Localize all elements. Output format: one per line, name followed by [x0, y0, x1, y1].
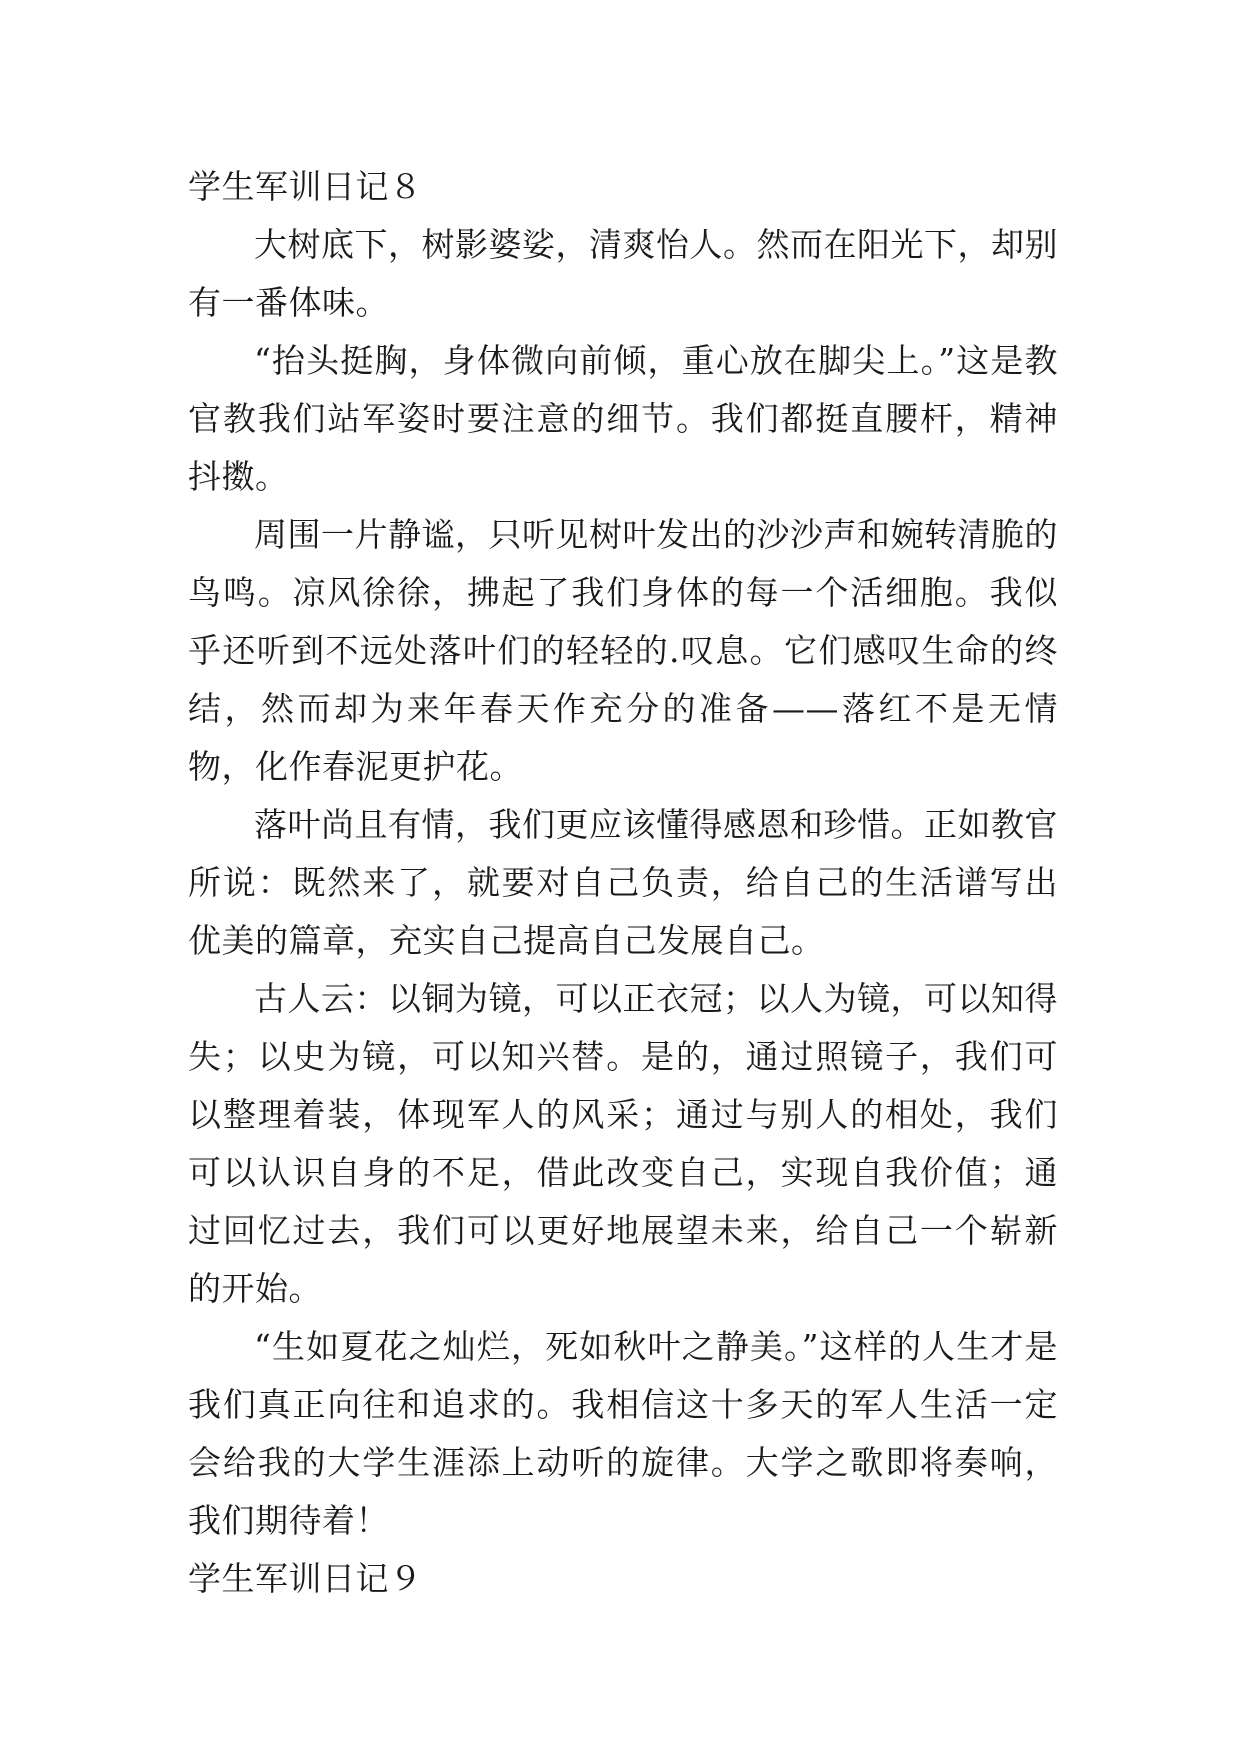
- paragraph-5: 古人云：以铜为镜，可以正衣冠；以人为镜，可以知得失；以史为镜，可以知兴替。是的，通过照镜子，我们可以整理着装，体现军人的风采；通过与别人的相处，我们可以认识自身的不足，借此改变自己，实现自我价值；通过回忆过去，我们可以更好地展望未来，给自己一个崭新的开始。: [188, 979, 1058, 1308]
- diary-heading-9: 学生军训日记９: [188, 1559, 423, 1598]
- paragraph-2: “抬头挺胸，身体微向前倾，重心放在脚尖上。”这是教官教我们站军姿时要注意的细节。我们都挺直腰杆，精神抖擞。: [188, 341, 1058, 496]
- paragraph-1: 大树底下，树影婆娑，清爽怡人。然而在阳光下，却别有一番体味。: [188, 225, 1058, 322]
- paragraph-6: “生如夏花之灿烂，死如秋叶之静美。”这样的人生才是我们真正向往和追求的。我相信这十多天的军人生活一定会给我的大学生涯添上动听的旋律。大学之歌即将奏响，我们期待着！: [188, 1327, 1058, 1540]
- paragraph-4: 落叶尚且有情，我们更应该懂得感恩和珍惜。正如教官所说：既然来了，就要对自己负责，给自己的生活谱写出优美的篇章，充实自己提高自己发展自己。: [188, 805, 1058, 960]
- paragraph-3: 周围一片静谧，只听见树叶发出的沙沙声和婉转清脆的鸟鸣。凉风徐徐，拂起了我们身体的每一个活细胞。我似乎还听到不远处落叶们的轻轻的.叹息。它们感叹生命的终结，然而却为来年春天作充分的准备——落红不是无情物，化作春泥更护花。: [188, 515, 1058, 786]
- document-body: [188, 158, 1058, 1608]
- diary-heading-8: 学生军训日记８: [188, 167, 423, 206]
